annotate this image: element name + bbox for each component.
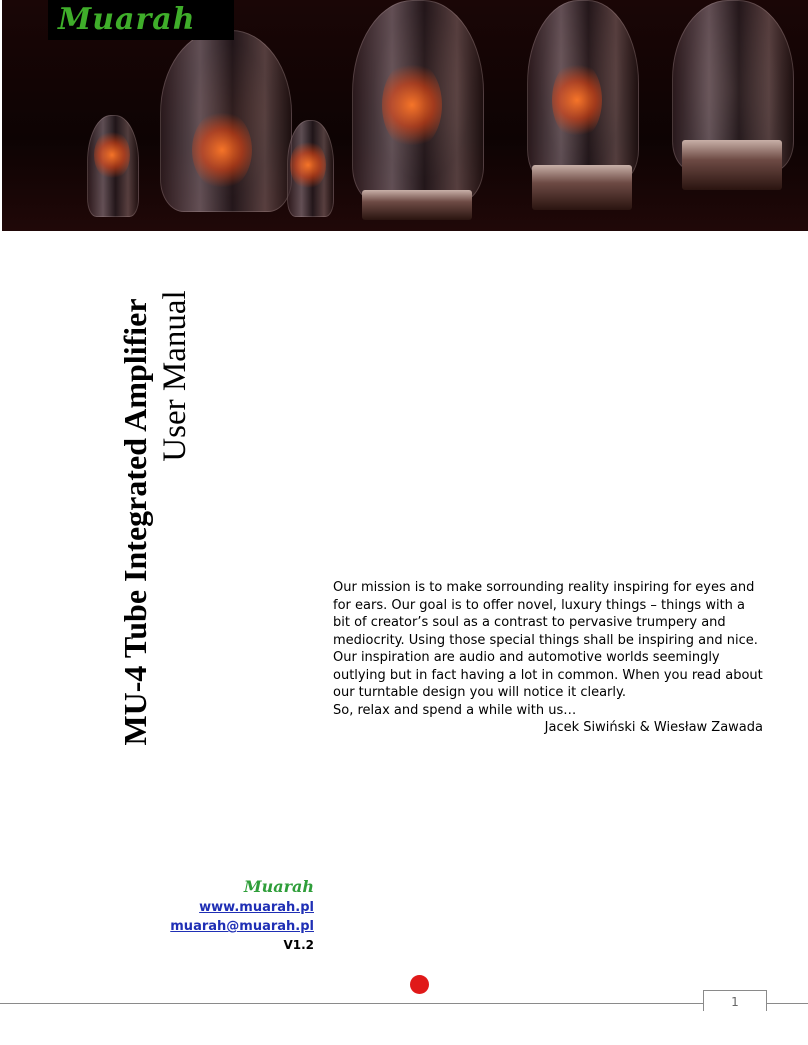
tube-glow [192,110,252,190]
tube-base [682,140,782,190]
red-dot-marker [410,975,429,994]
footer-rule-right [766,1003,808,1004]
mission-closing: So, relax and spend a while with us… [333,702,577,718]
tube-glow [290,140,326,190]
mission-signature: Jacek Siwiński & Wiesław Zawada [544,720,763,735]
contact-block [150,876,314,954]
document-subtitle: User Manual [157,290,193,462]
version-label: V1.2 [283,938,314,952]
mission-statement [333,579,763,737]
tube-glow [382,60,442,150]
tube-glow [552,60,602,140]
email-link[interactable]: muarah@muarah.pl [170,919,314,934]
footer-rule [0,1003,703,1004]
brand-logo: Muarah [58,2,196,37]
document-title: MU-4 Tube Integrated Amplifier [117,298,153,746]
mission-paragraph: Our mission is to make sorrounding reality inspiring for eyes and for ears. Our goal is to offer novel, luxury things – things with a bit of creator’s soul as a contrast to pervasive trumpery and mediocrity. Using those special things shall be inspiring and nice. Our inspiration are audio and automotive worlds seemingly outlying but in fact having a lot in common. When you read about our turntable design you will notice it clearly. [333,580,763,700]
page-number: 1 [703,990,767,1011]
header-banner-photo [2,0,808,231]
tube-base [532,165,632,210]
tube-base [362,190,472,220]
tube-glow [94,130,130,180]
website-link[interactable]: www.muarah.pl [199,900,314,915]
footer-brand-logo: Muarah [243,877,314,896]
